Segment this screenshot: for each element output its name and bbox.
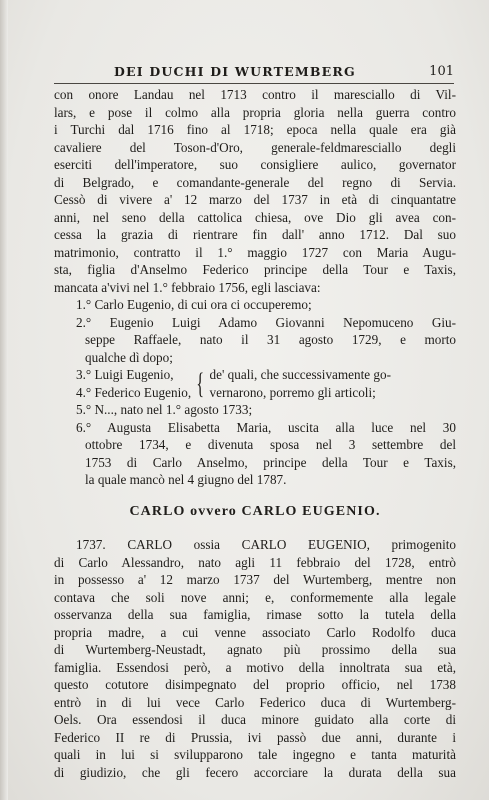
child-item-5: 5.° N..., nato nel 1.° agosto 1733; [76,402,253,417]
text-line: di Wurtemberg-Neustadt, agnato più prossimo della sua [54,642,456,657]
children-brace-group [54,366,456,401]
text-line: osservanza della sua famiglia, rimase sotto la tutela della [54,607,456,622]
child-item-6: 6.° Augusta Elisabetta Maria, uscita alla luce nel 30 [76,419,456,435]
child-item-3: 3.° Luigi Eugenio, [76,367,174,382]
brace-text [210,366,391,401]
child-item-2: 2.° Eugenio Luigi Adamo Giovanni Nepomuceno Giu- [76,314,456,330]
child-item-6-cont: la quale mancò nel 4 giugno del 1787. [85,472,287,487]
text-line: Cessò di vivere a' 12 marzo del 1737 in età di cinquantatre [54,192,456,207]
text-line: di Carlo Alessandro, nato agli 11 febbraio del 1728, entrò [54,554,456,570]
text-line: propria madre, a cui venne associato Carlo Rodolfo duca [54,624,456,640]
brace-text-line: vernarono, porremo gli articoli; [209,384,376,400]
text-line: famiglia. Essendosi però, a motivo della innoltrata sua età, [54,659,456,675]
text-line: cessa la grazia di rientrare fin dall' anno 1712. Dal suo [54,227,456,242]
section-heading: CARLO ovvero CARLO EUGENIO. [129,503,381,519]
running-title: DEI DUCHI DI WURTEMBERG [114,64,356,79]
text-line: i Turchi dal 1716 fino al 1718; epoca nella quale era già [54,122,456,137]
page-number: 101 [429,64,454,79]
header-rule [54,83,454,84]
text-line: con onore Landau nel 1713 contro il maresciallo di Vil- [54,87,456,102]
text-line: Oels. Ora essendosi il duca minore guidato alla corte di [54,712,456,727]
paragraph-section [54,536,456,781]
text-line: mancata a'vivi nel 1.° febbraio 1756, egli lasciava: [54,279,321,295]
text-line: matrimonio, contratto il 1.° maggio 1727 con Maria Augu- [54,244,456,260]
brace-names [76,366,191,401]
text-line: di Belgrado, e comandante-generale del regno di Servia. [54,174,456,190]
text-line: 1737. CARLO ossia CARLO EUGENIO, primogenito [76,537,456,552]
child-item-1: 1.° Carlo Eugenio, di cui ora ci occuperemo; [76,297,312,312]
child-item-6-cont: 1753 di Carlo Anselmo, principe della Tour e Taxis, [85,454,456,470]
text-line: contava che soli nove anni; e, conformemente alla legale [54,589,456,605]
page-header [54,64,454,84]
page-gutter-shadow [0,0,8,800]
text-line: di giudizio, che gli fecero accorciare la durata della sua [54,764,456,780]
text-line: lars, e pose il colmo alla propria gloria nella guerra contro [54,104,456,120]
text-line: in possesso a' 12 marzo 1737 del Wurtemberg, mentre non [54,572,456,587]
child-item-2-cont: qualche dì dopo; [85,349,173,365]
text-line: cavaliere del Toson-d'Oro, generale-feldmaresciallo degli [54,139,456,155]
text-line: quali in lui si svilupparono tale ingegno e tanta maturità [54,747,456,762]
text-line: Federico II re di Prussia, ivi passò due anni, durante i [54,729,456,745]
text-line: questo cotutore disimpegnato del proprio officio, nel 1738 [54,677,456,692]
paragraph-continued [54,86,456,296]
curly-brace: { [196,366,205,400]
child-item-4: 4.° Federico Eugenio, [76,384,192,400]
text-line: sta, figlia d'Anselmo Federico principe della Tour e Taxis, [54,262,456,277]
text-line: anni, nel seno della cattolica chiesa, ove Dio gli avea con- [54,209,456,225]
brace-text-line: de' quali, che successivamente go- [209,367,391,382]
child-item-6-cont: ottobre 1734, e divenuta sposa nel 3 settembre del [85,437,456,452]
children-list [54,296,456,489]
child-item-2-cont: seppe Raffaele, nato il 31 agosto 1729, e morto [85,332,456,347]
text-line: entrò in di lui vece Carlo Federico duca di Wurtemberg- [54,694,456,710]
text-line: eserciti dell'imperatore, suo consigliere aulico, governator [54,157,456,172]
page-body [54,86,456,781]
